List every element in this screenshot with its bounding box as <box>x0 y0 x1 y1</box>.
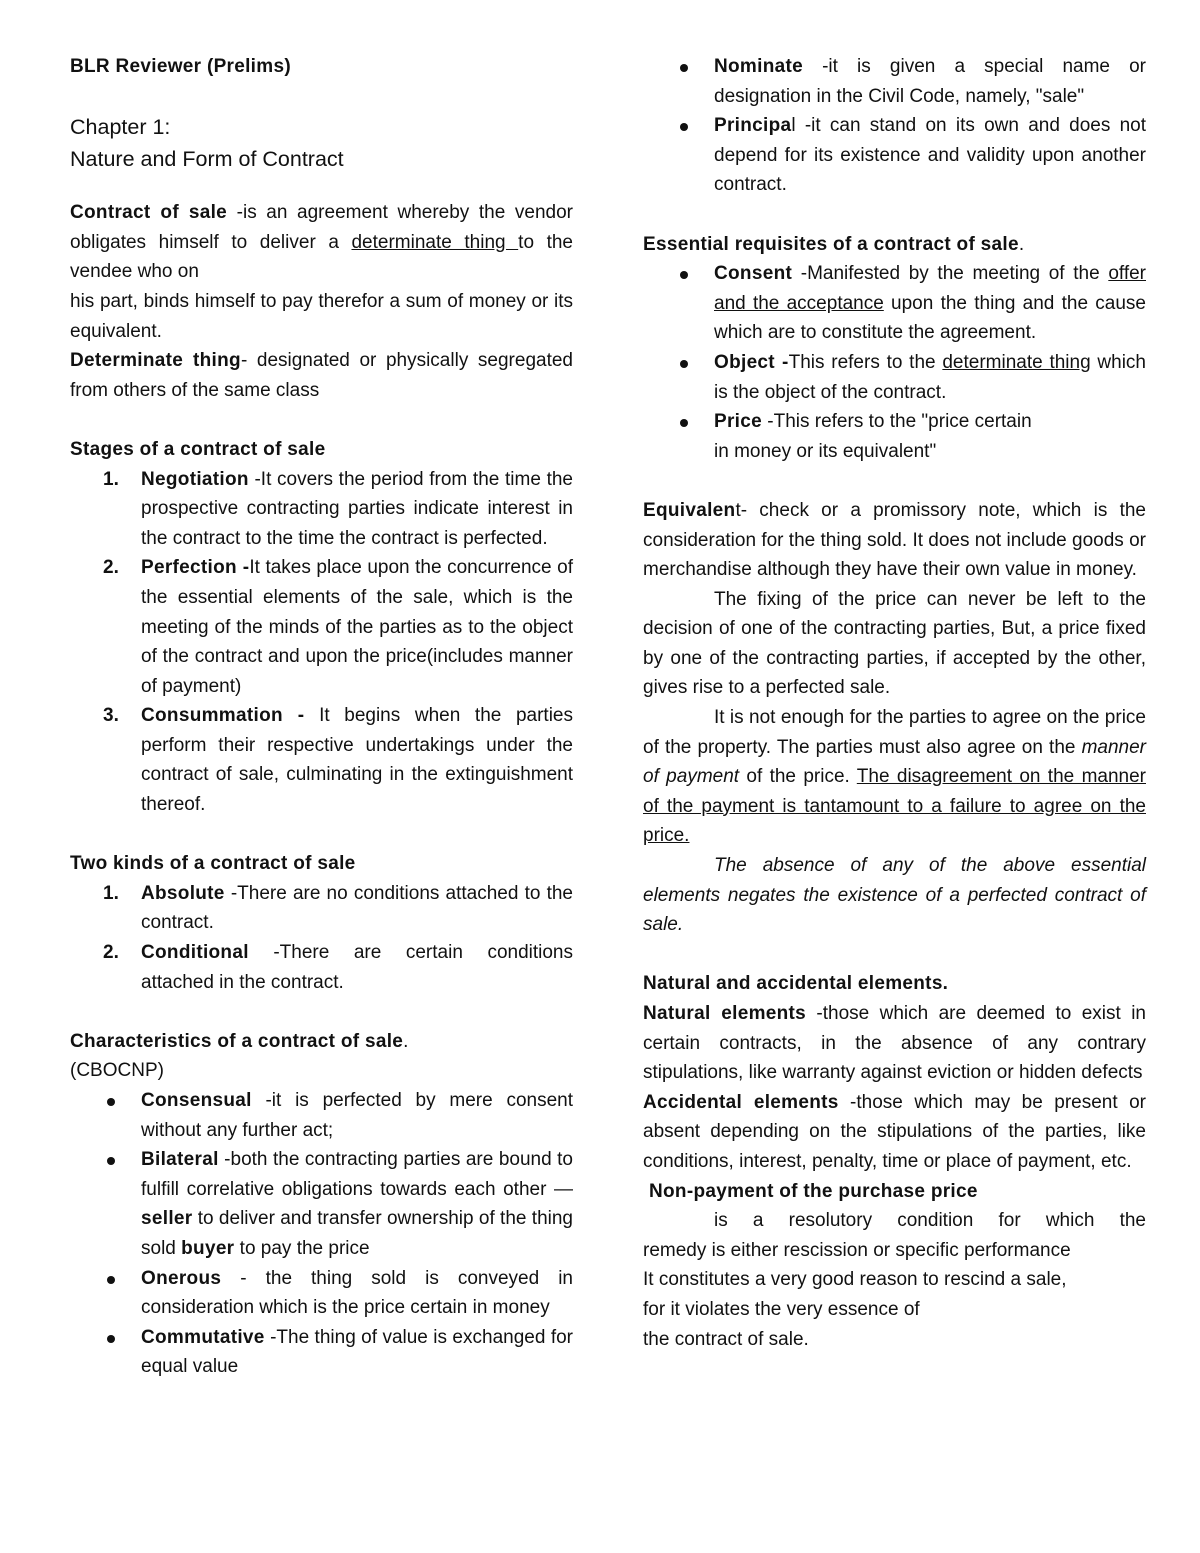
stages-list <box>70 465 573 820</box>
kinds-list <box>70 879 573 997</box>
characteristics-list <box>70 1086 573 1382</box>
bullet-icon <box>680 123 688 131</box>
document-title: BLR Reviewer (Prelims) <box>70 56 291 77</box>
nonpayment-line: It constitutes a very good reason to rescind a sale, <box>643 1269 1067 1291</box>
list-item: 1. Absolute -There are no conditions attached to the contract. <box>103 882 573 934</box>
list-item: Consent -Manifested by the meeting of the offer and the acceptance upon the thing and the cause which are to constitute the agreement. <box>643 259 1146 348</box>
bullet-icon <box>680 64 688 72</box>
nonpayment-line: the contract of sale. <box>643 1328 809 1350</box>
left-column <box>70 52 573 1382</box>
characteristics-list-continued <box>643 52 1146 200</box>
contract-of-sale-definition: Contract of sale -is an agreement whereby the vendor obligates himself to deliver a determinate thing to the vendee who on <box>70 202 574 283</box>
bullet-icon <box>107 1276 115 1284</box>
characteristics-acronym: (CBOCNP) <box>70 1060 164 1082</box>
chapter-number: Chapter 1: <box>70 115 171 140</box>
bullet-icon <box>107 1098 115 1106</box>
nonpayment-line: is a resolutory condition for which the <box>714 1210 1146 1232</box>
definition-term: Contract of sale <box>70 202 228 224</box>
list-item: Price -This refers to the "price certain in money or its equivalent" <box>643 407 1146 466</box>
bullet-icon <box>680 419 688 427</box>
bullet-icon <box>107 1157 115 1165</box>
price-fixing-paragraph: The fixing of the price can never be left to the decision of one of the contracting parties, But, a price fixed by one of the contracting parties, if accepted by the other, gives rise to a perfected sale. <box>643 588 1146 699</box>
contract-of-sale-definition-continued: his part, binds himself to pay therefor a sum of money or its equivalent. <box>70 290 573 342</box>
section-heading-characteristics: Characteristics of a contract of sale. <box>70 1030 409 1052</box>
list-item: Commutative -The thing of value is exchanged for equal value <box>70 1323 573 1382</box>
chapter-title: Nature and Form of Contract <box>70 147 344 172</box>
absence-paragraph: The absence of any of the above essential elements negates the existence of a perfected contract of sale. <box>643 855 1146 936</box>
list-item: Consensual -it is perfected by mere consent without any further act; <box>70 1086 573 1145</box>
section-heading-requisites: Essential requisites of a contract of sale. <box>643 233 1025 255</box>
section-heading-nonpayment: Non-payment of the purchase price <box>649 1180 978 1202</box>
bullet-icon <box>680 271 688 279</box>
section-heading-kinds: Two kinds of a contract of sale <box>70 853 356 875</box>
list-item: 2. Conditional -There are certain conditions attached in the contract. <box>103 942 573 993</box>
nonpayment-line: for it violates the very essence of <box>643 1298 920 1320</box>
list-item: Bilateral -both the contracting parties are bound to fulfill correlative obligations towards each other — seller to deliver and transfer ownership of the thing sold buyer to pay the price <box>70 1145 573 1263</box>
list-item: Principal -it can stand on its own and does not depend for its existence and validity upon another contract. <box>643 111 1146 200</box>
natural-elements-definition: Natural elements -those which are deemed to exist in certain contracts, in the absence of any contrary stipulations, like warranty against eviction or hidden defects <box>643 1003 1146 1084</box>
list-item: Onerous - the thing sold is conveyed in consideration which is the price certain in money <box>70 1264 573 1323</box>
list-item: Nominate -it is given a special name or designation in the Civil Code, namely, "sale" <box>643 52 1146 111</box>
list-item: 2. Perfection -It takes place upon the concurrence of the essential elements of the sale, which is the meeting of the minds of the parties as to the object of the contract and upon the price(includes manner of payment) <box>103 557 573 697</box>
bullet-icon <box>680 360 688 368</box>
accidental-elements-definition: Accidental elements -those which may be present or absent depending on the stipulations of the parties, like conditions, interest, penalty, time or place of payment, etc. <box>643 1091 1146 1172</box>
section-heading-elements: Natural and accidental elements. <box>643 973 949 995</box>
list-item: 1. Negotiation -It covers the period from the time the prospective contracting parties indicate interest in the contract to the time the contract is perfected. <box>103 468 573 549</box>
nonpayment-line: remedy is either rescission or specific performance <box>643 1239 1071 1261</box>
definition-term: Determinate thing <box>70 350 241 372</box>
section-heading-stages: Stages of a contract of sale <box>70 438 326 460</box>
equivalent-definition: Equivalent- check or a promissory note, which is the consideration for the thing sold. It does not include goods or merchandise although they have their own value in money. <box>643 499 1146 581</box>
list-item: 3. Consummation - It begins when the parties perform their respective undertakings under the contract of sale, culminating in the extinguishment thereof. <box>103 705 573 816</box>
bullet-icon <box>107 1335 115 1343</box>
list-item: Object -This refers to the determinate thing which is the object of the contract. <box>643 348 1146 407</box>
manner-of-payment-paragraph: It is not enough for the parties to agree on the price of the property. The parties must also agree on the manner of payment of the price. The disagreement on the manner of the payment is tantamount to a failure to agree on the price. <box>643 707 1146 847</box>
requisites-list <box>643 259 1146 466</box>
right-column <box>643 52 1146 1354</box>
determinate-thing-definition: Determinate thing- designated or physically segregated from others of the same class <box>70 350 573 401</box>
